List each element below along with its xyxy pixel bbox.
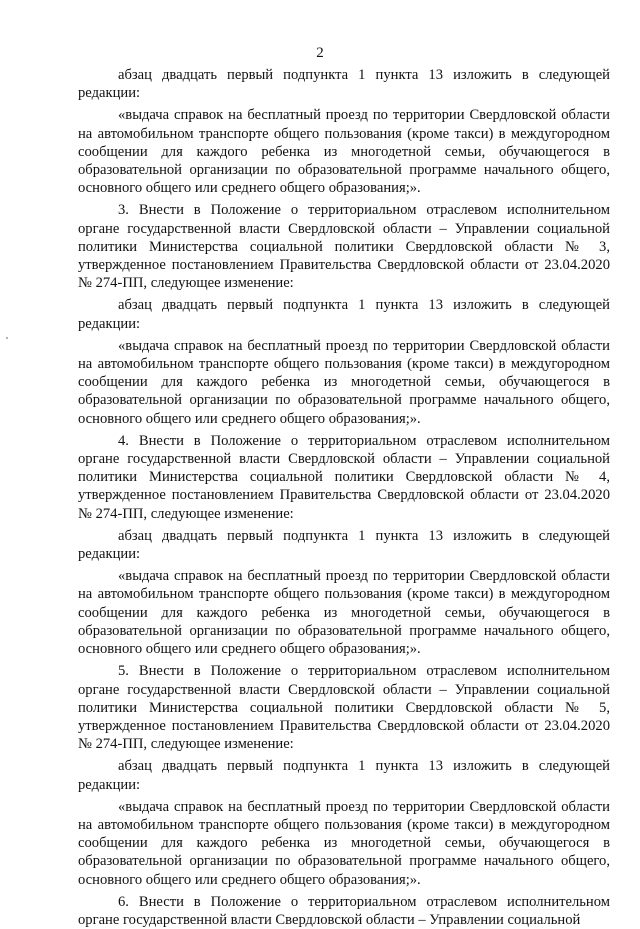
paragraph-amend-text: «выдача справок на бесплатный проезд по территории Свердловской области на автомобильном транспорте общего пользования (кроме такси) в междугородном сообщении для каждого ребенка из многодетной семьи, обучающегося в образовательной организации по образовательной программе начального общего, основного общего или среднего общего образования;». bbox=[78, 107, 610, 197]
document-body bbox=[78, 66, 610, 929]
paragraph-amend-text: «выдача справок на бесплатный проезд по территории Свердловской области на автомобильном транспорте общего пользования (кроме такси) в междугородном сообщении для каждого ребенка из многодетной семьи, обучающегося в образовательной организации по образовательной программе начального общего, основного общего или среднего общего образования;». bbox=[78, 568, 610, 658]
paragraph-item-3: 3. Внести в Положение о территориальном отраслевом исполнительном органе государственной власти Свердловской области – Управлении социальной политики Министерства социальной политики Свердловской области № 3, утвержденное постановлением Правительства Свердловской области от 23.04.2020 № 274-ПП, следующее изменение: bbox=[78, 202, 610, 292]
paragraph-amend-intro: абзац двадцать первый подпункта 1 пункта 13 изложить в следующей редакции: bbox=[78, 67, 610, 102]
paragraph-amend-text: «выдача справок на бесплатный проезд по территории Свердловской области на автомобильном транспорте общего пользования (кроме такси) в междугородном сообщении для каждого ребенка из многодетной семьи, обучающегося в образовательной организации по образовательной программе начального общего, основного общего или среднего общего образования;». bbox=[78, 337, 610, 427]
paragraph-item-6: 6. Внести в Положение о территориальном отраслевом исполнительном органе государственной власти Свердловской области – Управлении социальной bbox=[78, 893, 610, 928]
margin-speck bbox=[6, 337, 8, 339]
paragraph-item-4: 4. Внести в Положение о территориальном отраслевом исполнительном органе государственной власти Свердловской области – Управлении социальной политики Министерства социальной политики Свердловской области № 4, утвержденное постановлением Правительства Свердловской области от 23.04.2020 № 274-ПП, следующее изменение: bbox=[78, 432, 610, 522]
paragraph-amend-intro: абзац двадцать первый подпункта 1 пункта 13 изложить в следующей редакции: bbox=[78, 758, 610, 793]
paragraph-amend-intro: абзац двадцать первый подпункта 1 пункта 13 изложить в следующей редакции: bbox=[78, 297, 610, 332]
paragraph-item-5: 5. Внести в Положение о территориальном отраслевом исполнительном органе государственной власти Свердловской области – Управлении социальной политики Министерства социальной политики Свердловской области № 5, утвержденное постановлением Правительства Свердловской области от 23.04.2020 № 274-ПП, следующее изменение: bbox=[78, 663, 610, 753]
paragraph-amend-text: «выдача справок на бесплатный проезд по территории Свердловской области на автомобильном транспорте общего пользования (кроме такси) в междугородном сообщении для каждого ребенка из многодетной семьи, обучающегося в образовательной организации по образовательной программе начального общего, основного общего или среднего общего образования;». bbox=[78, 798, 610, 888]
paragraph-amend-intro: абзац двадцать первый подпункта 1 пункта 13 изложить в следующей редакции: bbox=[78, 527, 610, 563]
page-number: 2 bbox=[316, 45, 324, 61]
